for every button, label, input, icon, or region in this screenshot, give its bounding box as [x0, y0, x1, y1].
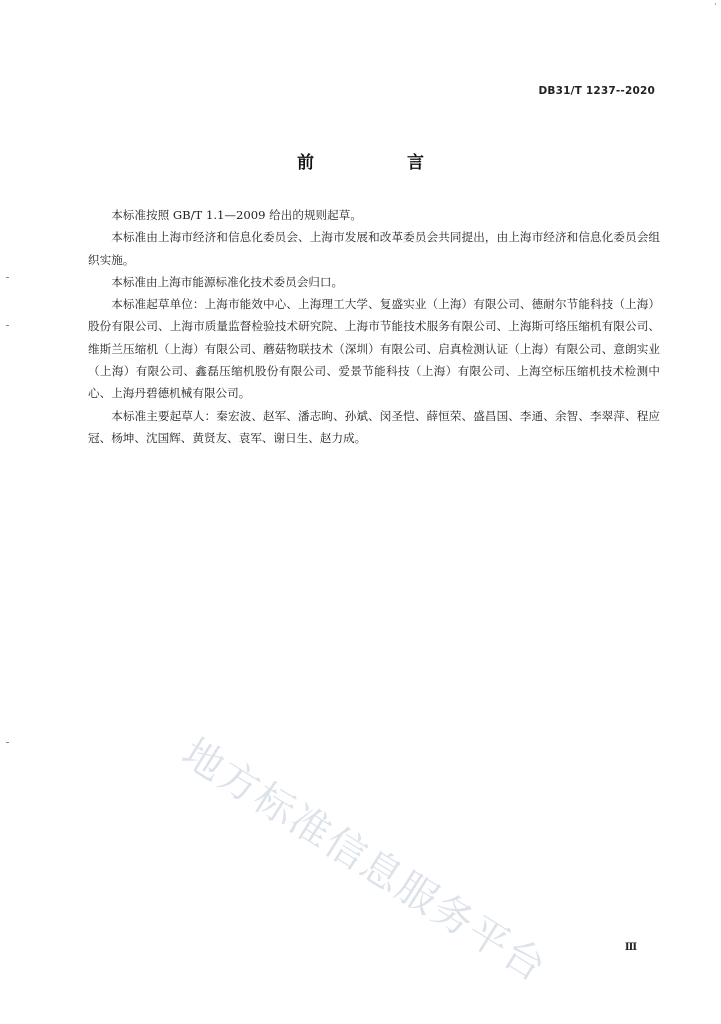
margin-tick [6, 277, 9, 278]
page-title: 前 言 [297, 153, 462, 173]
paragraph-proposers: 本标准由上海市经济和信息化委员会、上海市发展和改革委员会共同提出，由上海市经济和信息化委员会组织实施。 [88, 230, 660, 267]
standard-code: DB31/T 1237--2020 [538, 85, 655, 97]
preface-body [88, 204, 660, 449]
corner-mark: · [714, 0, 717, 10]
watermark: 地方标准信息服务平台 [173, 729, 555, 992]
page-number: Ⅲ [624, 942, 637, 953]
paragraph-main-drafters: 本标准主要起草人：秦宏波、赵军、潘志昫、孙斌、闵圣恺、薛恒荣、盛昌国、李通、余智、李翠萍、程应冠、杨坤、沈国辉、黄贤友、袁军、谢日生、赵力成。 [88, 408, 660, 445]
margin-tick [6, 325, 9, 326]
margin-tick [6, 742, 9, 743]
paragraph-centralized-management: 本标准由上海市能源标准化技术委员会归口。 [111, 274, 344, 289]
paragraph-drafting-rules: 本标准按照 GB/T 1.1—2009 给出的规则起草。 [111, 208, 362, 222]
paragraph-drafting-units: 本标准起草单位：上海市能效中心、上海理工大学、复盛实业（上海）有限公司、德耐尔节能科技（上海）股份有限公司、上海市质量监督检验技术研究院、上海市节能技术服务有限公司、上海斯可络压缩机有限公司、维斯兰压缩机（上海）有限公司、蘑菇物联技术（深圳）有限公司、启真检测认证（上海）有限公司、意朗实业（上海）有限公司、鑫磊压缩机股份有限公司、爱景节能科技（上海）有限公司、上海空标压缩机技术检测中心、上海丹碧德机械有限公司。 [88, 297, 660, 401]
